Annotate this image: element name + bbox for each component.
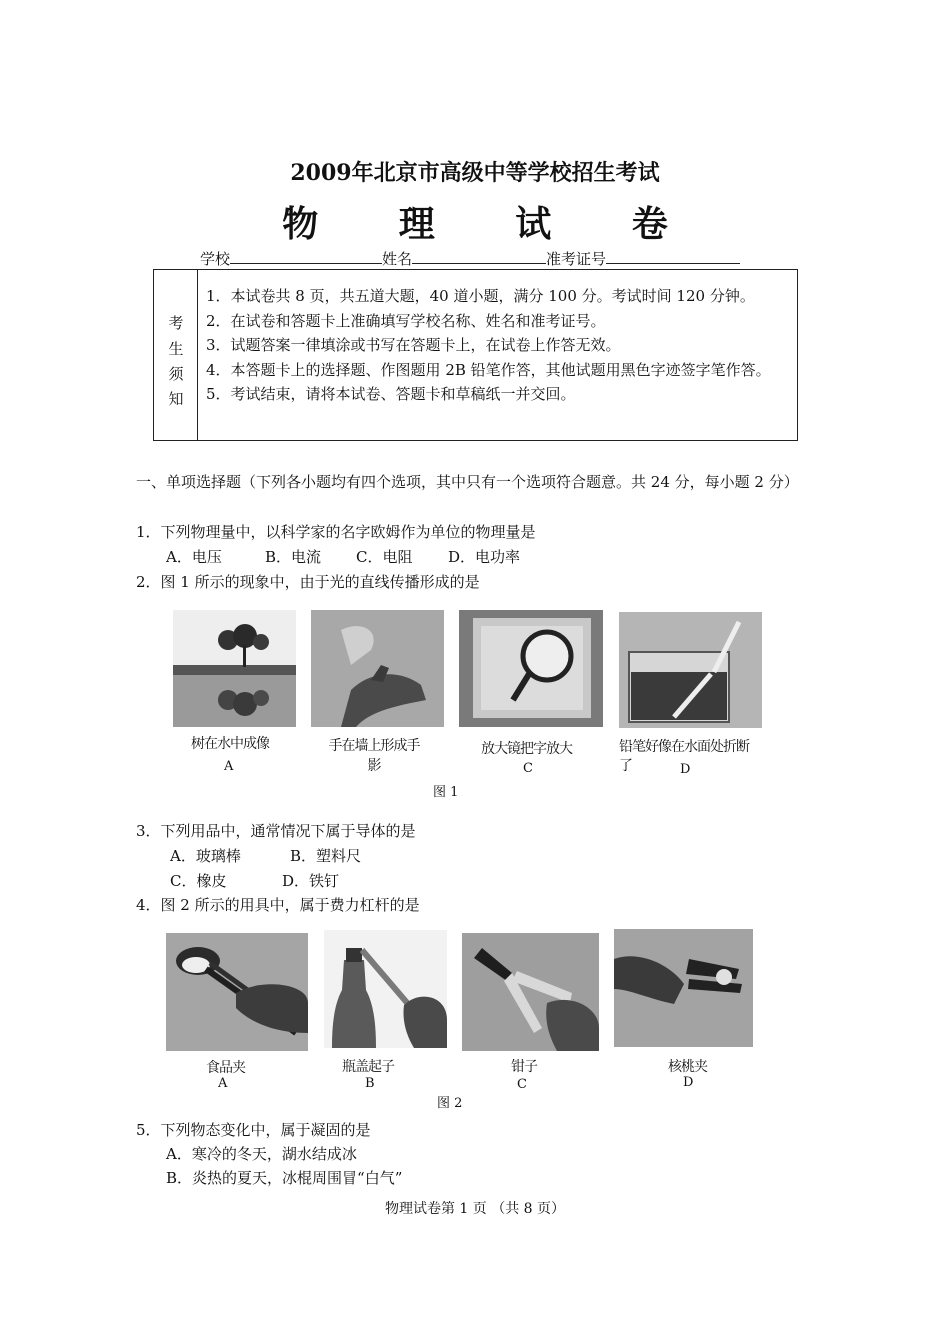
- fig1-caption: 放大镜把字放大: [481, 741, 572, 757]
- q4-stem: 4．图 2 所示的用具中，属于费力杠杆的是: [136, 896, 420, 914]
- notice-heading-char: 生: [168, 340, 184, 358]
- notice-heading-char: 知: [168, 390, 184, 408]
- q2-stem: 2．图 1 所示的现象中，由于光的直线传播形成的是: [136, 573, 480, 591]
- id-blank[interactable]: [606, 249, 740, 264]
- tree-reflection-illustration: [173, 610, 296, 727]
- fig1-letter: D: [680, 762, 691, 777]
- candidate-notice-box: [153, 269, 798, 441]
- fig2-caption: 钳子: [511, 1059, 537, 1075]
- food-tongs-photo: [166, 933, 308, 1051]
- q3-stem: 3．下列用品中，通常情况下属于导体的是: [136, 822, 416, 840]
- pliers-illustration: [462, 933, 599, 1051]
- notice-rule: 5．考试结束，请将本试卷、答题卡和草稿纸一并交回。: [206, 385, 576, 403]
- q5-option: B．炎热的夏天，冰棍周围冒“白气”: [166, 1169, 403, 1187]
- notice-rule: 3．试题答案一律填涂或书写在答题卡上，在试卷上作答无效。: [206, 336, 621, 354]
- candidate-info-line: [200, 248, 740, 269]
- q1-option: C．电阻: [356, 548, 413, 566]
- nutcracker-illustration: [614, 929, 753, 1047]
- fig2-caption: 瓶盖起子: [342, 1059, 394, 1075]
- nutcracker-photo: [614, 929, 753, 1047]
- name-blank[interactable]: [412, 249, 546, 264]
- subject-title: 物 理 试 卷: [282, 203, 702, 245]
- fig1-letter: C: [523, 761, 533, 776]
- section-title: 一、单项选择题: [136, 473, 242, 491]
- pencil-in-water-illustration: [619, 612, 762, 728]
- figure-2-label: 图 2: [437, 1096, 463, 1111]
- section-heading: [136, 470, 826, 495]
- fig2-caption: 食品夹: [206, 1060, 245, 1076]
- q5-option: A．寒冷的冬天，湖水结成冰: [166, 1145, 357, 1163]
- notice-heading: [154, 270, 198, 440]
- q3-option: D．铁钉: [282, 872, 340, 890]
- notice-rules: [206, 284, 791, 407]
- q1-option: B．电流: [265, 548, 322, 566]
- q5-stem: 5．下列物态变化中，属于凝固的是: [136, 1121, 371, 1139]
- magnifier-photo: [459, 610, 603, 727]
- q1-option: A．电压: [166, 548, 222, 566]
- hand-shadow-illustration: [311, 610, 444, 727]
- notice-rule: 4．本答题卡上的选择题、作图题用 2B 铅笔作答，其他试题用黑色字迹签字笔作答。: [206, 360, 771, 379]
- fig1-caption: 手在墙上形成手影: [328, 738, 420, 774]
- hand-shadow-photo: [311, 610, 444, 727]
- food-tongs-illustration: [166, 933, 308, 1051]
- section-desc: （下列各小题均有四个选项，其中只有一个选项符合题意。共 24 分，每小题 2 分）: [241, 473, 799, 491]
- exam-title: 2009年北京市高级中等学校招生考试: [290, 160, 660, 186]
- magnifier-illustration: [459, 610, 603, 727]
- q3-option: B．塑料尺: [290, 847, 362, 865]
- pliers-photo: [462, 933, 599, 1051]
- bottle-opener-photo: [324, 930, 447, 1048]
- q1-option: D．电功率: [448, 548, 521, 566]
- fig2-letter: C: [517, 1077, 527, 1092]
- name-label: 姓名: [382, 250, 413, 268]
- tree-reflection-photo: [173, 610, 296, 727]
- id-label: 准考证号: [546, 250, 607, 268]
- fig2-letter: D: [683, 1075, 694, 1090]
- school-label: 学校: [200, 250, 231, 268]
- pencil-in-water-photo: [619, 612, 762, 728]
- page-footer: 物理试卷第 1 页 （共 8 页）: [384, 1201, 566, 1217]
- q3-option: A．玻璃棒: [170, 847, 241, 865]
- notice-rule: 1．本试卷共 8 页，共五道大题，40 道小题，满分 100 分。考试时间 120 分钟。: [206, 287, 755, 305]
- notice-heading-char: 考: [168, 314, 184, 332]
- fig1-caption: 铅笔好像在水面处折断了: [619, 739, 749, 774]
- fig2-caption: 核桃夹: [668, 1059, 707, 1075]
- fig2-letter: B: [365, 1076, 375, 1091]
- q1-stem: 1．下列物理量中，以科学家的名字欧姆作为单位的物理量是: [136, 523, 536, 541]
- figure-1-label: 图 1: [433, 785, 459, 800]
- notice-heading-char: 须: [168, 365, 184, 383]
- fig1-letter: A: [224, 759, 234, 774]
- fig1-caption: 树在水中成像: [191, 736, 269, 752]
- fig2-letter: A: [218, 1076, 228, 1091]
- notice-rule: 2．在试卷和答题卡上准确填写学校名称、姓名和准考证号。: [206, 311, 606, 330]
- q3-option: C．橡皮: [170, 872, 227, 890]
- bottle-opener-illustration: [324, 930, 447, 1048]
- school-blank[interactable]: [230, 249, 382, 264]
